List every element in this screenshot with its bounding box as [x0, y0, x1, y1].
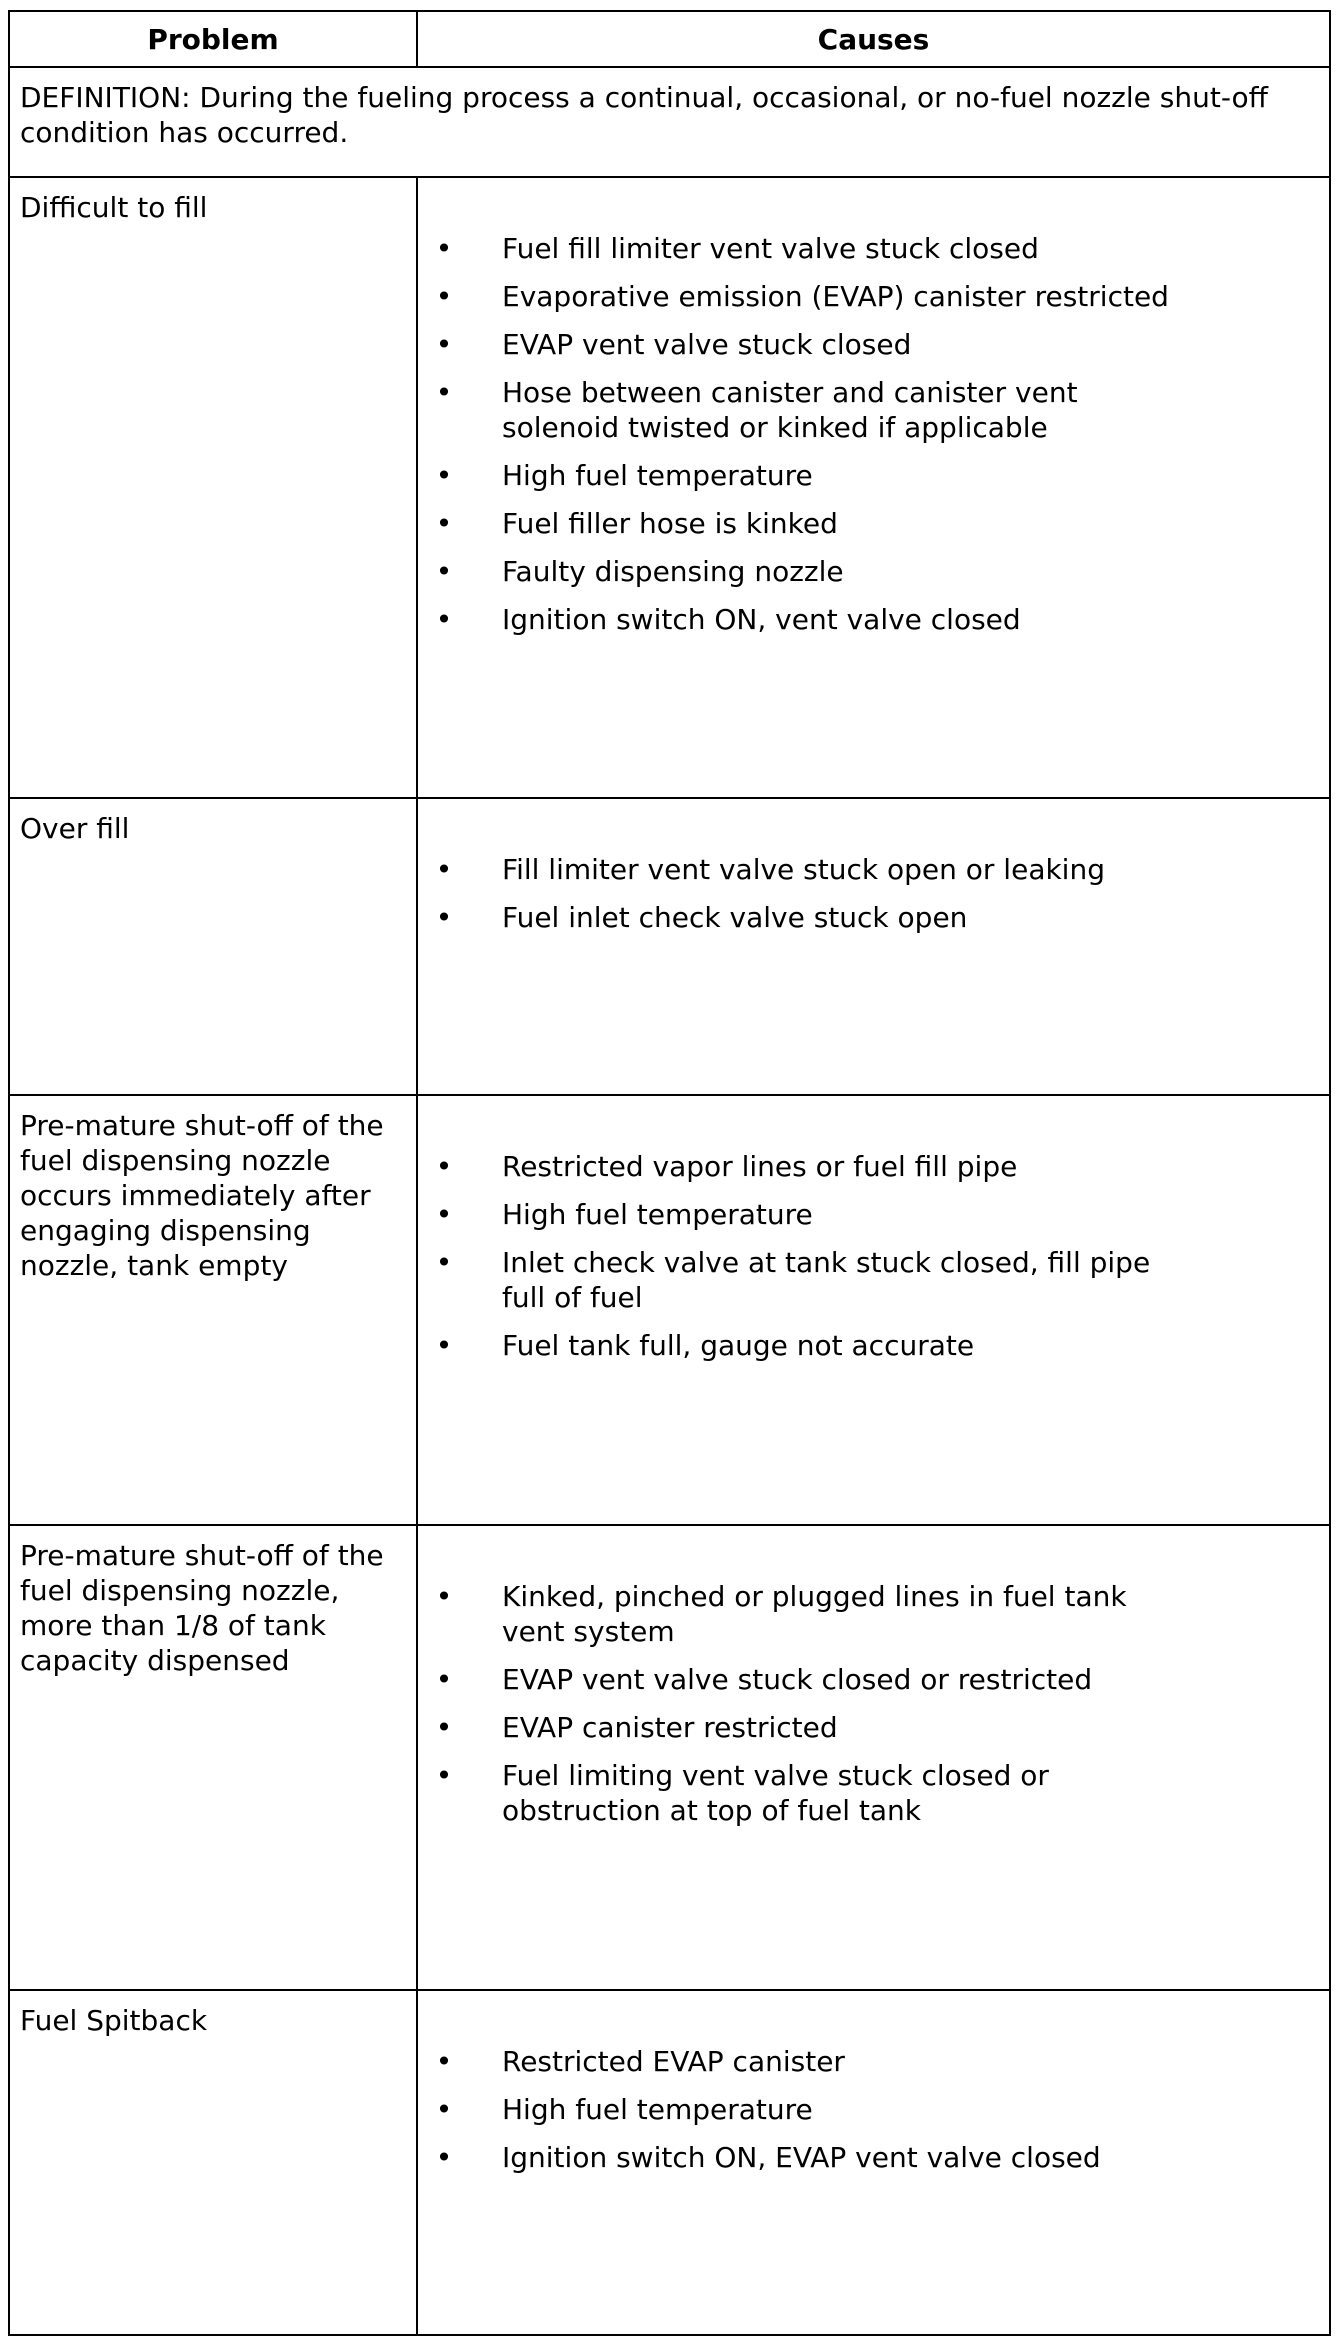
cause-text: High fuel temperature — [502, 459, 813, 492]
header-problem: Problem — [9, 11, 417, 67]
bullet-icon: • — [435, 507, 453, 540]
cause-text: Fuel tank full, gauge not accurate — [502, 1329, 975, 1362]
cause-item — [418, 1149, 1317, 1184]
cause-item — [418, 2140, 1317, 2175]
bullet-icon: • — [435, 1198, 453, 1231]
causes-cell — [417, 1525, 1330, 1990]
bullet-icon: • — [435, 328, 453, 361]
cause-item — [418, 1662, 1317, 1697]
definition-text: DEFINITION: During the fueling process a continual, occasional, or no-fuel nozzle shut-off condition has occurred. — [9, 67, 1330, 177]
bullet-icon: • — [435, 1246, 453, 1279]
cause-text: Restricted EVAP canister — [502, 2045, 845, 2078]
cause-item — [418, 506, 1317, 541]
table-row — [9, 177, 1330, 798]
problem-cell: Pre-mature shut-off of the fuel dispensing nozzle, more than 1/8 of tank capacity dispensed — [9, 1525, 417, 1990]
cause-text: Inlet check valve at tank stuck closed, fill pipe full of fuel — [502, 1246, 1151, 1314]
cause-text: Evaporative emission (EVAP) canister restricted — [502, 280, 1169, 313]
cause-text: Ignition switch ON, EVAP vent valve closed — [502, 2141, 1101, 2174]
bullet-icon: • — [435, 376, 453, 409]
cause-item — [418, 327, 1317, 362]
cause-text: Hose between canister and canister vent solenoid twisted or kinked if applicable — [502, 376, 1078, 444]
table-header-row — [9, 11, 1330, 67]
cause-item — [418, 1579, 1317, 1649]
bullet-icon: • — [435, 1580, 453, 1613]
bullet-icon: • — [435, 232, 453, 265]
cause-text: Fuel inlet check valve stuck open — [502, 901, 968, 934]
bullet-icon: • — [435, 901, 453, 934]
cause-list — [418, 1579, 1317, 1828]
cause-text: EVAP canister restricted — [502, 1711, 838, 1744]
bullet-icon: • — [435, 2141, 453, 2174]
cause-text: EVAP vent valve stuck closed — [502, 328, 912, 361]
cause-text: Fuel limiting vent valve stuck closed or obstruction at top of fuel tank — [502, 1759, 1049, 1827]
cause-item — [418, 2092, 1317, 2127]
cause-text: High fuel temperature — [502, 1198, 813, 1231]
cause-text: Fuel filler hose is kinked — [502, 507, 838, 540]
bullet-icon: • — [435, 1759, 453, 1792]
cause-list — [418, 2044, 1317, 2175]
cause-item — [418, 1328, 1317, 1363]
causes-cell — [417, 798, 1330, 1095]
bullet-icon: • — [435, 1150, 453, 1183]
cause-item — [418, 554, 1317, 589]
cause-list — [418, 231, 1317, 637]
table-row — [9, 1525, 1330, 1990]
header-causes: Causes — [417, 11, 1330, 67]
cause-item — [418, 1245, 1317, 1315]
cause-text: EVAP vent valve stuck closed or restricted — [502, 1663, 1093, 1696]
cause-list — [418, 852, 1317, 935]
problem-cell: Fuel Spitback — [9, 1990, 417, 2335]
cause-item — [418, 279, 1317, 314]
cause-item — [418, 375, 1317, 445]
cause-item — [418, 602, 1317, 637]
causes-cell — [417, 1990, 1330, 2335]
cause-text: Kinked, pinched or plugged lines in fuel tank vent system — [502, 1580, 1127, 1648]
troubleshooting-table-container — [8, 10, 1329, 2336]
troubleshooting-table — [8, 10, 1331, 2336]
definition-row — [9, 67, 1330, 177]
cause-item — [418, 458, 1317, 493]
bullet-icon: • — [435, 2045, 453, 2078]
cause-item — [418, 1197, 1317, 1232]
table-row — [9, 1095, 1330, 1525]
cause-item — [418, 1710, 1317, 1745]
cause-text: Restricted vapor lines or fuel fill pipe — [502, 1150, 1018, 1183]
bullet-icon: • — [435, 1711, 453, 1744]
cause-text: High fuel temperature — [502, 2093, 813, 2126]
bullet-icon: • — [435, 1663, 453, 1696]
bullet-icon: • — [435, 2093, 453, 2126]
cause-item — [418, 1758, 1317, 1828]
cause-item — [418, 852, 1317, 887]
table-row — [9, 1990, 1330, 2335]
bullet-icon: • — [435, 1329, 453, 1362]
problem-cell: Difficult to fill — [9, 177, 417, 798]
cause-text: Faulty dispensing nozzle — [502, 555, 844, 588]
bullet-icon: • — [435, 853, 453, 886]
cause-text: Fuel fill limiter vent valve stuck closed — [502, 232, 1039, 265]
bullet-icon: • — [435, 459, 453, 492]
cause-item — [418, 2044, 1317, 2079]
table-row — [9, 798, 1330, 1095]
problem-cell: Over fill — [9, 798, 417, 1095]
causes-cell — [417, 177, 1330, 798]
cause-item — [418, 900, 1317, 935]
bullet-icon: • — [435, 603, 453, 636]
bullet-icon: • — [435, 555, 453, 588]
cause-text: Ignition switch ON, vent valve closed — [502, 603, 1021, 636]
cause-text: Fill limiter vent valve stuck open or leaking — [502, 853, 1105, 886]
cause-item — [418, 231, 1317, 266]
cause-list — [418, 1149, 1317, 1363]
causes-cell — [417, 1095, 1330, 1525]
bullet-icon: • — [435, 280, 453, 313]
problem-cell: Pre-mature shut-off of the fuel dispensing nozzle occurs immediately after engaging dispensing nozzle, tank empty — [9, 1095, 417, 1525]
